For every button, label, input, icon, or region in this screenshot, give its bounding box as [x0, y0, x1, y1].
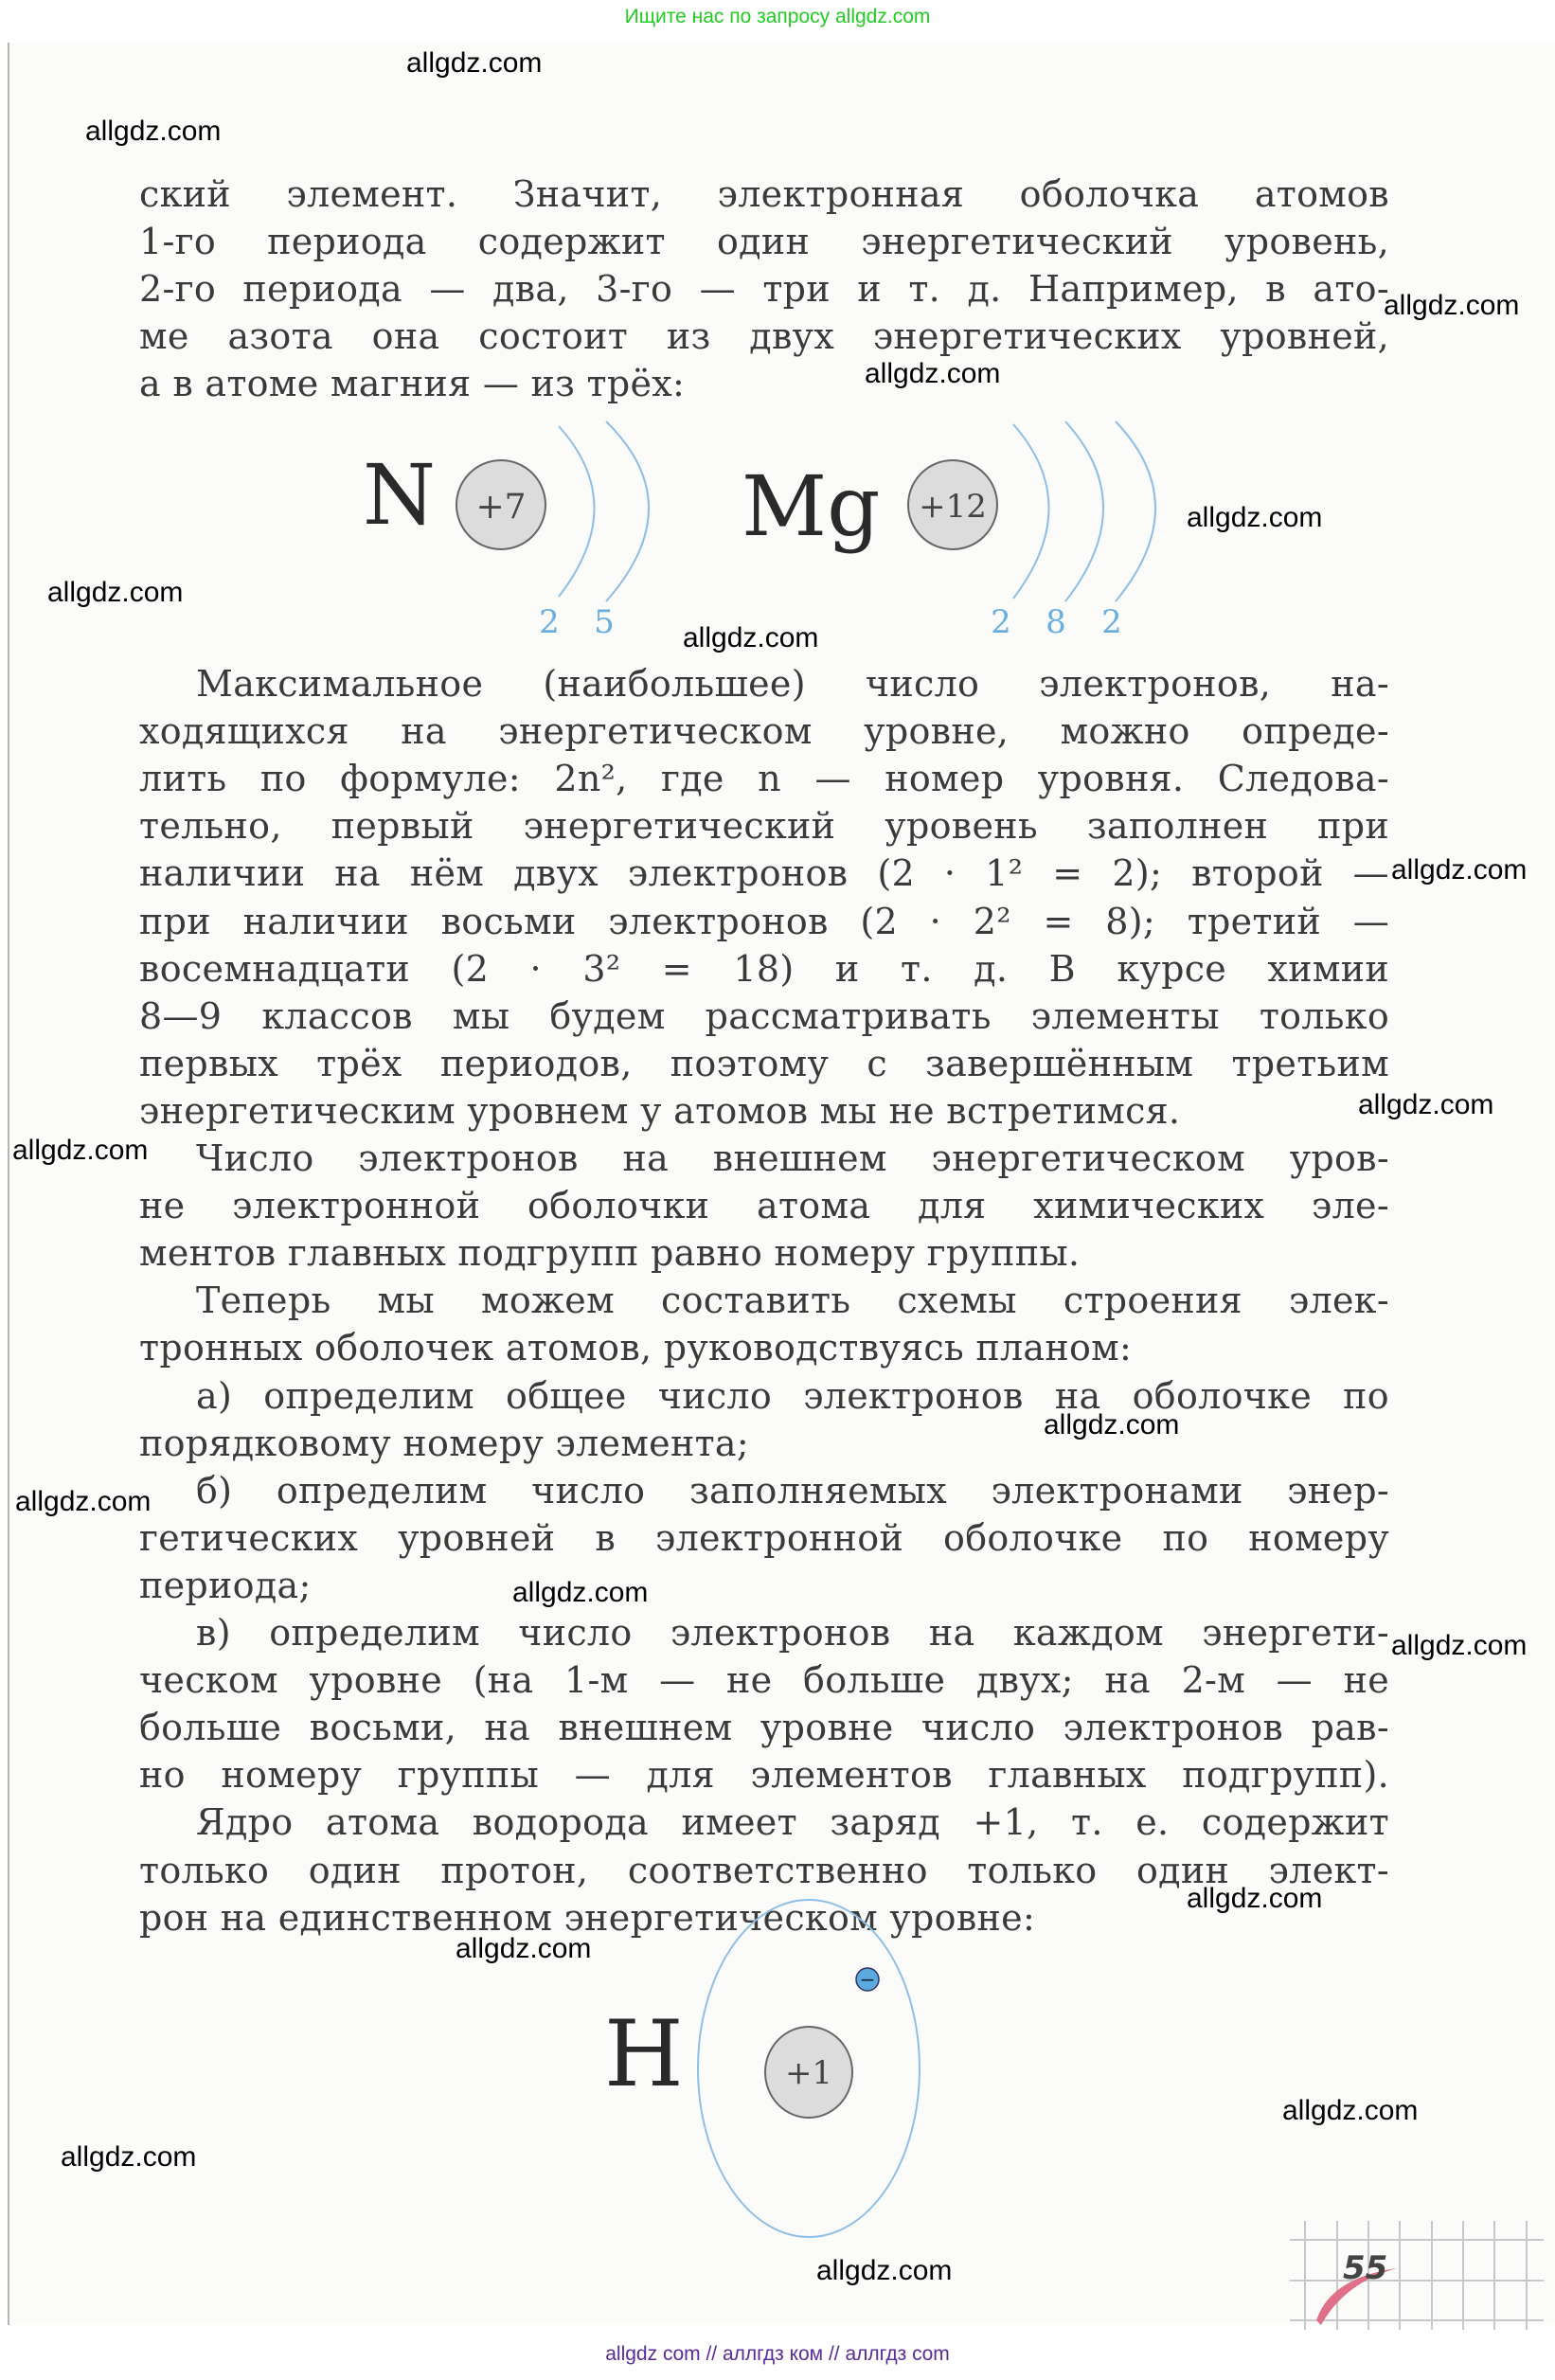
nitrogen-level-2-arc: [606, 421, 649, 601]
text-line: 8—9 классов мы будем рассматривать элементы только: [139, 994, 1389, 1037]
text-line: наличии на нём двух электронов (2 · 1² = 2); второй —: [139, 852, 1389, 895]
electron-sign: −: [859, 1968, 876, 1991]
text-line: лить по формуле: 2n², где n — номер уровня. Следова-: [139, 758, 1389, 800]
watermark: allgdz.com: [85, 116, 222, 147]
magnesium-level-1-count: 2: [991, 603, 1011, 641]
text-line: восемнадцати (2 · 3² = 18) и т. д. В курсе химии: [139, 947, 1389, 990]
magnesium-level-3-arc: [1116, 421, 1155, 601]
text-line: а) определим общее число электронов на оболочке по: [196, 1374, 1389, 1417]
watermark: allgdz.com: [512, 1577, 649, 1608]
text-line: 1-го периода содержит один энергетический уровень,: [139, 221, 1389, 263]
text-line: только один протон, соответственно только один элект-: [139, 1849, 1389, 1891]
watermark: allgdz.com: [865, 358, 1001, 389]
watermark: allgdz.com: [15, 1486, 152, 1517]
text-line: при наличии восьми электронов (2 · 2² = 8); третий —: [139, 900, 1389, 942]
text-line: ме азота она состоит из двух энергетических уровней,: [139, 315, 1389, 358]
watermark: allgdz.com: [47, 577, 184, 608]
magnesium-level-3-count: 2: [1101, 603, 1122, 641]
text-line: гетических уровней в электронной оболочке по номеру: [139, 1516, 1389, 1559]
watermark: allgdz.com: [61, 2141, 197, 2173]
page-number: 55: [1343, 2249, 1388, 2287]
top-banner: Ищите нас по запросу allgdz.com: [624, 6, 931, 27]
magnesium-level-2-arc: [1065, 421, 1103, 601]
nitrogen-charge: +7: [475, 488, 527, 527]
watermark: allgdz.com: [1391, 854, 1528, 886]
text-line: а в атоме магния — из трёх:: [139, 363, 686, 405]
text-line: не электронной оболочки атома для химических эле-: [139, 1185, 1389, 1227]
nitrogen-diagram: [363, 421, 649, 641]
magnesium-symbol: Mg: [742, 457, 881, 555]
text-line: ческом уровне (на 1-м — не больше двух; на 2-м — не: [139, 1659, 1389, 1702]
text-line: ходящихся на энергетическом уровне, можно опреде-: [139, 710, 1389, 753]
text-line: больше восьми, на внешнем уровне число электронов рав-: [139, 1707, 1389, 1749]
magnesium-level-1-arc: [1013, 424, 1049, 599]
watermark: allgdz.com: [1044, 1409, 1180, 1441]
text-line: 2-го периода — два, 3-го — три и т. д. Например, в ато-: [139, 268, 1389, 311]
text-line: порядковому номеру элемента;: [139, 1422, 749, 1464]
text-line: Максимальное (наибольшее) число электронов, на-: [196, 663, 1389, 705]
text-line: тронных оболочек атомов, руководствуясь планом:: [139, 1327, 1133, 1369]
magnesium-level-2-count: 8: [1046, 603, 1066, 641]
text-line: б) определим число заполняемых электронами энер-: [196, 1469, 1389, 1512]
watermark: allgdz.com: [456, 1933, 592, 1964]
watermark: allgdz.com: [12, 1135, 149, 1166]
text-line: энергетическим уровнем у атомов мы не встретимся.: [139, 1089, 1181, 1132]
watermark: allgdz.com: [1187, 502, 1323, 533]
text-line: ский элемент. Значит, электронная оболочка атомов: [139, 173, 1389, 215]
nitrogen-symbol: N: [363, 446, 436, 544]
nitrogen-level-1-arc: [559, 426, 595, 597]
watermark: allgdz.com: [1391, 1630, 1528, 1661]
magnesium-diagram: [742, 421, 1155, 641]
text-line: но номеру группы — для элементов главных подгрупп).: [139, 1754, 1389, 1797]
watermark: allgdz.com: [816, 2255, 953, 2286]
text-line: Ядро атома водорода имеет заряд +1, т. е. содержит: [196, 1801, 1389, 1844]
text-line: в) определим число электронов на каждом энергети-: [196, 1612, 1389, 1654]
text-line: ментов главных подгрупп равно номеру группы.: [139, 1232, 1081, 1275]
text-line: периода;: [139, 1564, 312, 1606]
nitrogen-level-1-count: 2: [539, 603, 560, 641]
watermark: allgdz.com: [1384, 290, 1520, 321]
watermark: allgdz.com: [1358, 1089, 1494, 1120]
text-line: первых трёх периодов, поэтому с завершённым третьим: [139, 1042, 1389, 1084]
hydrogen-charge: +1: [784, 2054, 833, 2092]
watermark: allgdz.com: [1282, 2095, 1419, 2126]
hydrogen-symbol: H: [604, 2001, 684, 2107]
watermark: allgdz.com: [683, 622, 819, 653]
hydrogen-diagram: [604, 1900, 920, 2237]
text-line: Число электронов на внешнем энергетическом уров-: [196, 1137, 1389, 1179]
magnesium-charge: +12: [919, 488, 987, 526]
text-line: Теперь мы можем составить схемы строения элек-: [196, 1279, 1389, 1322]
watermark: allgdz.com: [1187, 1883, 1323, 1914]
text-line: рон на единственном энергетическом уровне:: [139, 1896, 1036, 1939]
nitrogen-level-2-count: 5: [594, 603, 615, 641]
bottom-banner: allgdz com // аллгдз ком // аллгдз com: [605, 2343, 950, 2365]
text-line: тельно, первый энергетический уровень заполнен при: [139, 805, 1389, 848]
watermark: allgdz.com: [406, 47, 543, 79]
